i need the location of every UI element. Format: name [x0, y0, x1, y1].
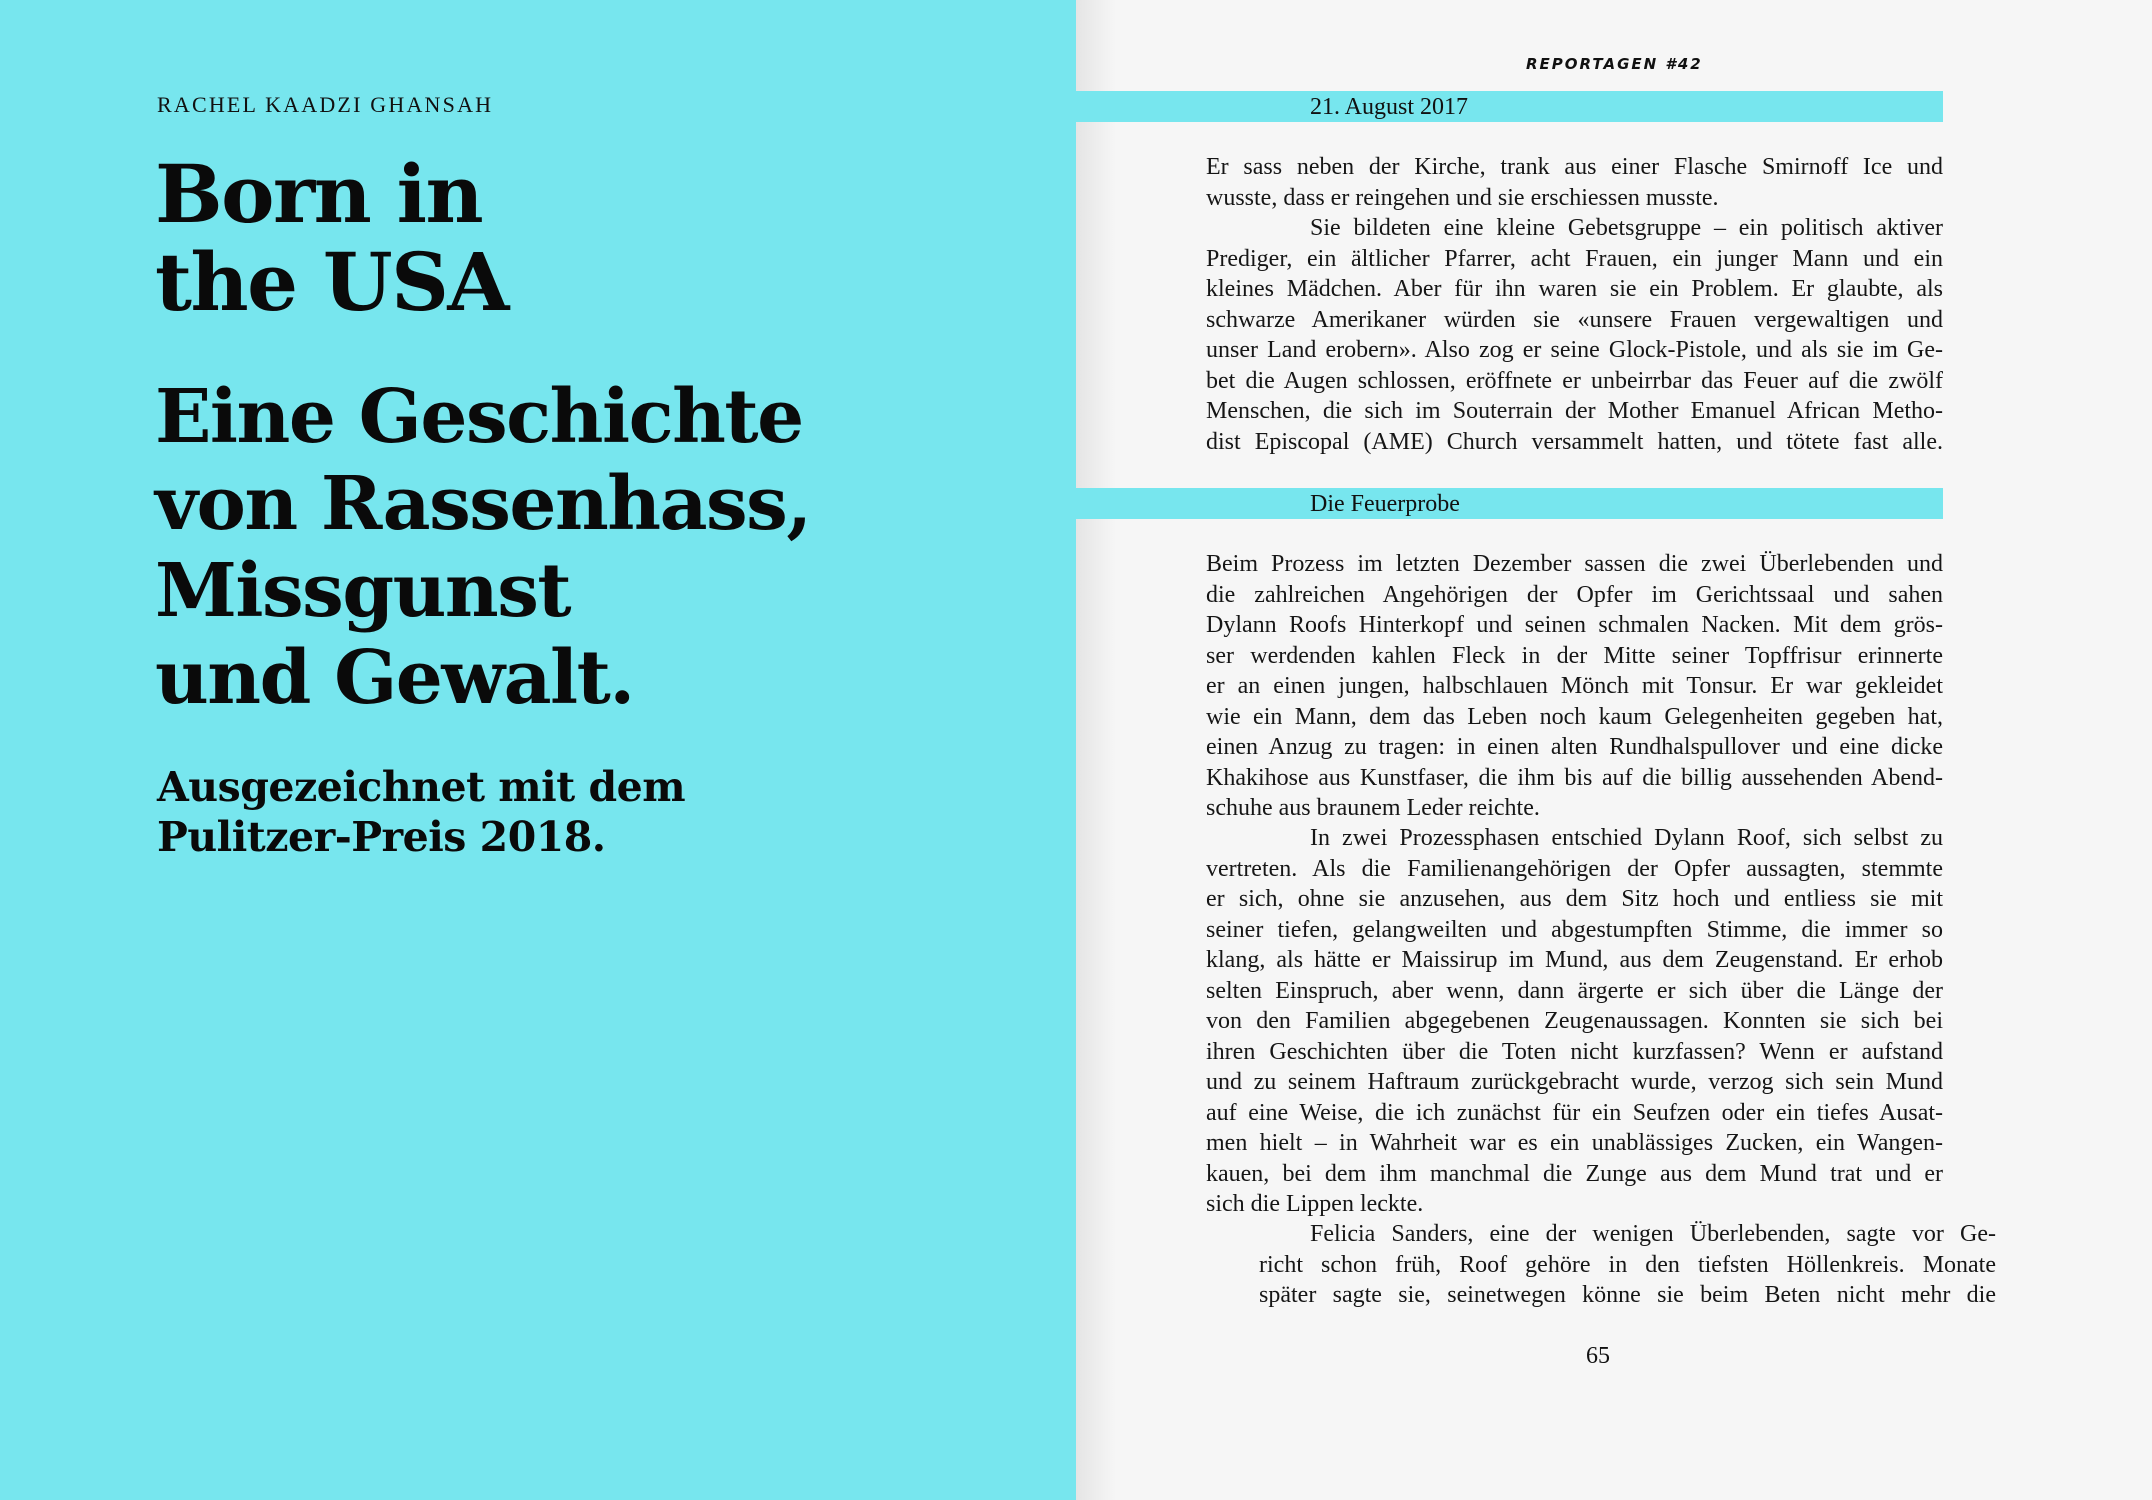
text-line: richt schon früh, Roof gehöre in den tiefsten Höllenkreis. Monate — [1259, 1251, 1996, 1278]
subtitle-line: und Gewalt. — [155, 635, 634, 721]
text-line: wusste, dass er reingehen und sie erschiessen musste. — [1206, 184, 1719, 211]
section-heading: Die Feuerprobe — [1310, 491, 1460, 517]
paragraph-5 — [1206, 1219, 1996, 1311]
section-heading: 21. August 2017 — [1310, 94, 1469, 120]
text-line: Menschen, die sich im Souterrain der Mother Emanuel African Metho- — [1206, 398, 1943, 424]
page-number: 65 — [1586, 1343, 1610, 1369]
text-line: die zahlreichen Angehörigen der Opfer im Gerichtssaal und sahen — [1206, 581, 1943, 608]
text-line: später sagte sie, seinetwegen könne sie beim Beten nicht mehr die — [1259, 1282, 1996, 1308]
text-line: von den Familien abgegebenen Zeugenaussagen. Konnten sie sich bei — [1206, 1008, 1943, 1034]
paragraph-2 — [1206, 213, 1943, 457]
article-subtitle — [155, 374, 811, 722]
text-line: klang, als hätte er Maissirup im Mund, aus dem Zeugenstand. Er erhob — [1206, 947, 1943, 973]
text-line: wie ein Mann, dem das Leben noch kaum Gelegenheiten gegeben hat, — [1206, 703, 1943, 730]
text-line: In zwei Prozessphasen entschied Dylann Roof, sich selbst zu — [1310, 825, 1943, 851]
award-line: Pulitzer-Preis 2018. — [157, 813, 606, 861]
text-line: ihren Geschichten über die Toten nicht kurzfassen? Wenn er aufstand — [1206, 1038, 1943, 1065]
section-bar-date — [1076, 91, 1943, 122]
text-line: men hielt – in Wahrheit war es ein unablässiges Zucken, ein Wangen- — [1206, 1130, 1943, 1156]
text-line: kleines Mädchen. Aber für ihn waren sie ein Problem. Er glaubte, als — [1206, 276, 1943, 302]
subtitle-line: von Rassenhass, — [155, 461, 811, 547]
title-line: Born in — [155, 147, 483, 241]
subtitle-line: Missgunst — [155, 548, 571, 634]
paragraph-4 — [1206, 823, 1943, 1220]
text-line: bet die Augen schlossen, eröffnete er unbeirrbar das Feuer auf die zwölf — [1206, 367, 1943, 394]
text-line: ser werdenden kahlen Fleck in der Mitte seiner Topffrisur erinnerte — [1206, 642, 1943, 669]
running-head: REPORTAGEN #42 — [1526, 55, 1703, 73]
text-line: schwarze Amerikaner würden sie «unsere Frauen vergewaltigen und — [1206, 306, 1943, 333]
article-title — [155, 147, 508, 329]
text-line: auf eine Weise, die ich zunächst für ein Seufzen oder ein tiefes Ausat- — [1206, 1099, 1943, 1126]
text-line: sich die Lippen leckte. — [1206, 1191, 1424, 1217]
author-name: RACHEL KAADZI GHANSAH — [157, 92, 494, 117]
text-line: selten Einspruch, aber wenn, dann ärgerte er sich über die Länge der — [1206, 977, 1943, 1004]
text-line: Er sass neben der Kirche, trank aus einer Flasche Smirnoff Ice und — [1206, 154, 1943, 180]
paragraph-1 — [1206, 152, 1943, 213]
text-line: kauen, bei dem ihm manchmal die Zunge aus dem Mund trat und er — [1206, 1160, 1943, 1187]
text-line: seiner tiefen, gelangweilten und abgestumpften Stimme, die immer so — [1206, 916, 1943, 943]
text-line: Khakihose aus Kunstfaser, die ihm bis auf die billig aussehenden Abend- — [1206, 764, 1943, 791]
text-line: er sich, ohne sie anzusehen, aus dem Sitz hoch und entliess sie mit — [1206, 886, 1943, 912]
title-line: the USA — [155, 235, 508, 329]
subtitle-line: Eine Geschichte — [155, 374, 803, 460]
text-line: vertreten. Als die Familienangehörigen der Opfer aussagten, stemmte — [1206, 855, 1943, 882]
text-line: Beim Prozess im letzten Dezember sassen die zwei Überlebenden und — [1206, 551, 1943, 577]
paragraph-3 — [1206, 549, 1943, 824]
text-line: und zu seinem Haftraum zurückgebracht wurde, verzog sich sein Mund — [1206, 1069, 1943, 1095]
text-line: einen Anzug zu tragen: in einen alten Rundhalspullover und eine dicke — [1206, 734, 1943, 760]
section-bar-feuerprobe — [1076, 488, 1943, 519]
award-line: Ausgezeichnet mit dem — [157, 763, 686, 811]
text-line: schuhe aus braunem Leder reichte. — [1206, 795, 1540, 821]
text-line: Dylann Roofs Hinterkopf und seinen schmalen Nacken. Mit dem grös- — [1206, 612, 1943, 638]
award-note — [157, 762, 685, 862]
text-line: er an einen jungen, halbschlauen Mönch mit Tonsur. Er war gekleidet — [1206, 673, 1943, 699]
text-line: Prediger, ein ältlicher Pfarrer, acht Frauen, ein junger Mann und ein — [1206, 245, 1943, 272]
text-line: unser Land erobern». Also zog er seine Glock-Pistole, und als sie im Ge- — [1206, 337, 1943, 363]
text-line: Felicia Sanders, eine der wenigen Überlebenden, sagte vor Ge- — [1310, 1221, 1996, 1247]
text-line: Sie bildeten eine kleine Gebetsgruppe – ein politisch aktiver — [1310, 215, 1943, 241]
right-page — [1076, 0, 2152, 1500]
text-line: dist Episcopal (AME) Church versammelt hatten, und tötete fast alle. — [1206, 428, 1943, 455]
